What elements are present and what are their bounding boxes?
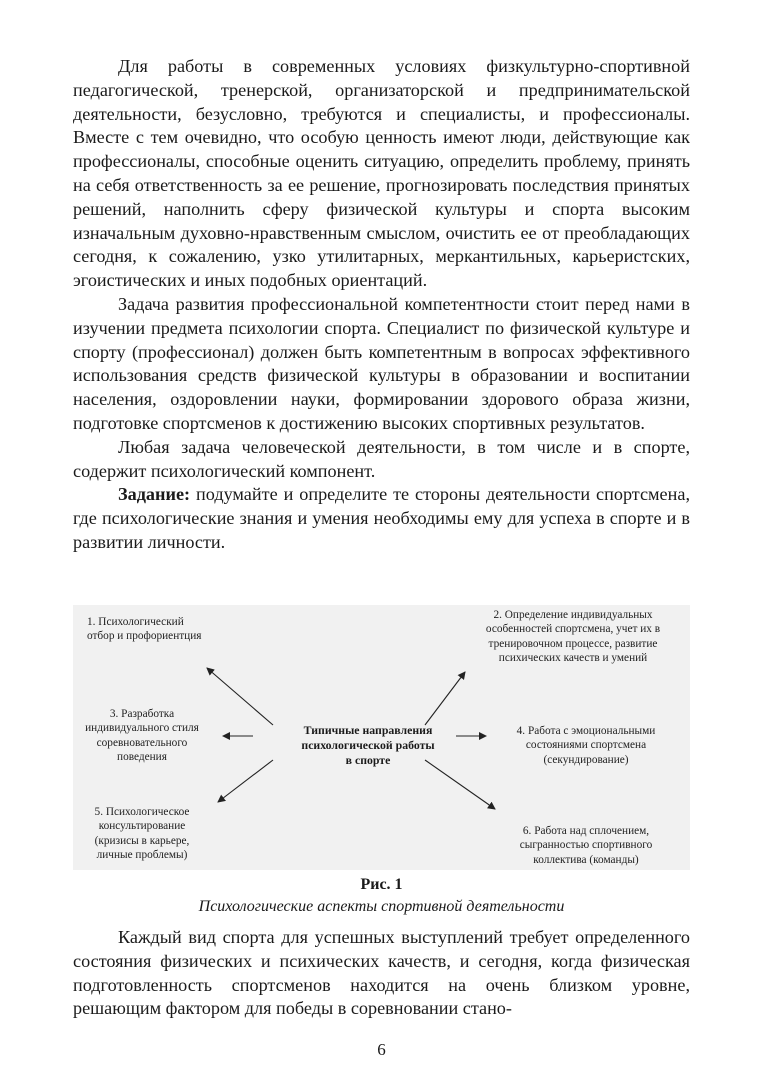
node-line: соревновательного (96, 736, 188, 749)
node-line: 5. Психологическое (94, 806, 190, 818)
figure-caption: Психологические аспекты спортивной деятельности (198, 898, 565, 915)
diagram-node-5 (77, 805, 207, 863)
paragraph: Каждый вид спорта для успешных выступлений требует определенного состояния физических и психических качеств, и сегодня, когда физическая подготовленность спортсменов находится на очень близком уровне, решающим фактором для победы в соревновании стано- (73, 927, 690, 1019)
node-line: 2. Определение индивидуальных (493, 609, 653, 621)
diagram-node-4 (493, 724, 679, 767)
body-text-bottom (73, 926, 690, 1021)
node-line: поведения (117, 751, 167, 764)
node-line: коллектива (команды) (533, 853, 639, 866)
arrow-to-node-5 (218, 760, 273, 802)
node-line: сыгранностью спортивного (519, 839, 653, 852)
task-paragraph (73, 483, 690, 554)
task-text: подумайте и определите те стороны деятельности спортсмена, где психологические знания и умения необходимы ему для успеха в спорте и в развитии личности. (73, 484, 690, 552)
node-line: консультирование (98, 820, 186, 833)
node-line: индивидуального стиля (85, 722, 199, 735)
diagram-node-2 (473, 608, 673, 666)
node-line: 4. Работа с эмоциональными (516, 725, 656, 737)
diagram-figure (73, 605, 690, 870)
arrow-to-node-1 (207, 668, 273, 725)
node-line: тренировочном процессе, развитие (488, 637, 658, 650)
arrow-to-node-2 (425, 672, 465, 725)
diagram-node-3 (77, 707, 207, 765)
center-line: психологической работы (301, 738, 435, 752)
node-line: (секундирование) (543, 753, 629, 766)
node-line: 6. Работа над сплочением, (522, 825, 650, 837)
paragraph: Любая задача человеческой деятельности, в том числе и в спорте, содержит психологический компонент. (73, 436, 690, 481)
node-line: личные проблемы) (96, 849, 188, 862)
diagram-center-node (273, 723, 463, 768)
node-line: 3. Разработка (109, 708, 175, 720)
node-line: (кризисы в карьере, (94, 834, 190, 847)
task-label: Задание: (118, 484, 191, 505)
page-number: 6 (377, 1040, 386, 1059)
paragraph: Задача развития профессиональной компетентности стоит перед нами в изучении предмета психологии спорта. Специалист по физической культуре и спорту (профессионал) должен быть компетентным в вопросах эффективного использования средств физической культуры в образовании и воспитании населения, оздоровлении науки, формировании здорового образа жизни, подготовке спортсменов к достижению высоких спортивных результатов. (73, 293, 690, 433)
center-line: в спорте (345, 753, 391, 767)
node-line: психических качеств и умений (498, 652, 648, 665)
figure-title: Рис. 1 (360, 876, 403, 893)
center-line: Типичные направления (303, 723, 433, 737)
diagram-node-1 (87, 615, 201, 644)
node-line: 1. Психологический (87, 616, 184, 628)
paragraph: Для работы в современных условиях физкультурно-спортивной педагогической, тренерской, организаторской и предпринимательской деятельности, безусловно, требуются и специалисты, и профессионалы. Вместе с тем очевидно, что особую ценность имеют люди, действующие как профессионалы, способные оценить ситуацию, определить проблему, принять на себя ответственность за ее решение, прогнозировать последствия принятых решений, наполнить сферу физической культуры и спорта высоким изначальным духовно-нравственным смыслом, очистить ее от преобладающих сегодня, к сожалению, узко утилитарных, меркантильных, карьеристских, эгоистических и иных подобных ориентаций. (73, 56, 690, 291)
node-line: отбор и профориентция (87, 630, 202, 643)
node-line: особенностей спортсмена, учет их в (485, 623, 661, 636)
diagram-node-6 (493, 824, 679, 867)
body-text-top (73, 55, 690, 555)
node-line: состояниями спортсмена (525, 739, 647, 752)
